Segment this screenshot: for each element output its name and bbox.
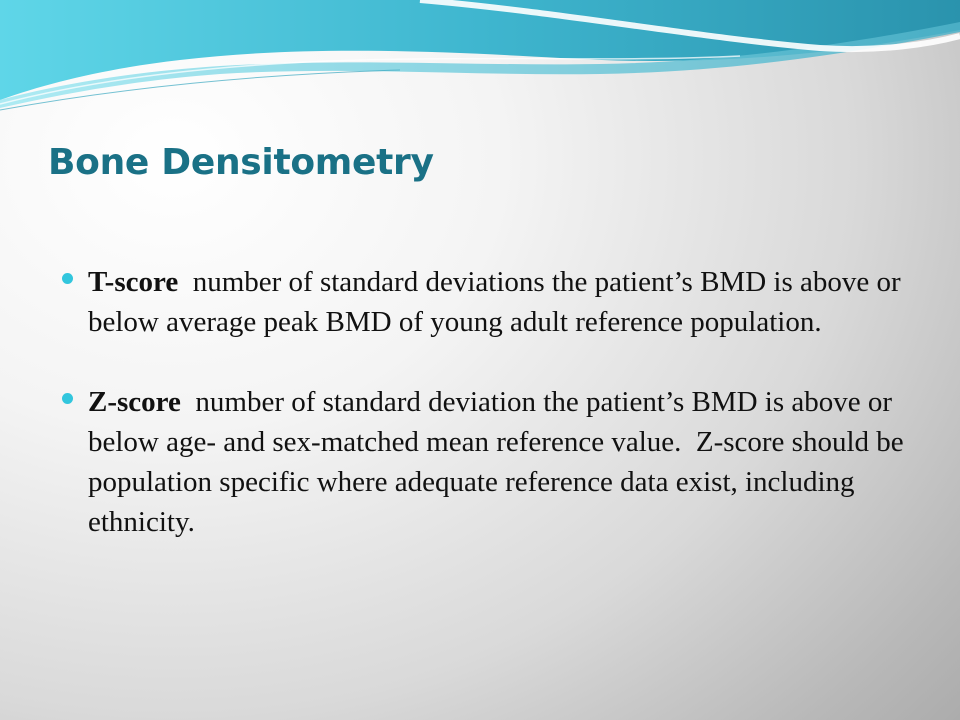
bullet-text: number of standard deviations the patient’s BMD is above or below average peak BMD of young adult reference population.: [88, 266, 908, 338]
bullet-term: Z-score: [88, 386, 181, 418]
bullet-text: number of standard deviation the patient’s BMD is above or below age- and sex-matched mean reference value. Z-score should be population specific where adequate reference data exist, including ethnicity.: [88, 386, 911, 538]
bullet-dot-icon: [62, 393, 73, 404]
bullet-term: T-score: [88, 266, 179, 298]
header-wave-decoration: [0, 0, 960, 120]
bullet-list: [62, 262, 922, 582]
bullet-item-t-score: [62, 262, 922, 342]
slide-title: Bone Densitometry: [48, 142, 434, 183]
bullet-item-z-score: [62, 382, 922, 542]
bullet-dot-icon: [62, 273, 73, 284]
